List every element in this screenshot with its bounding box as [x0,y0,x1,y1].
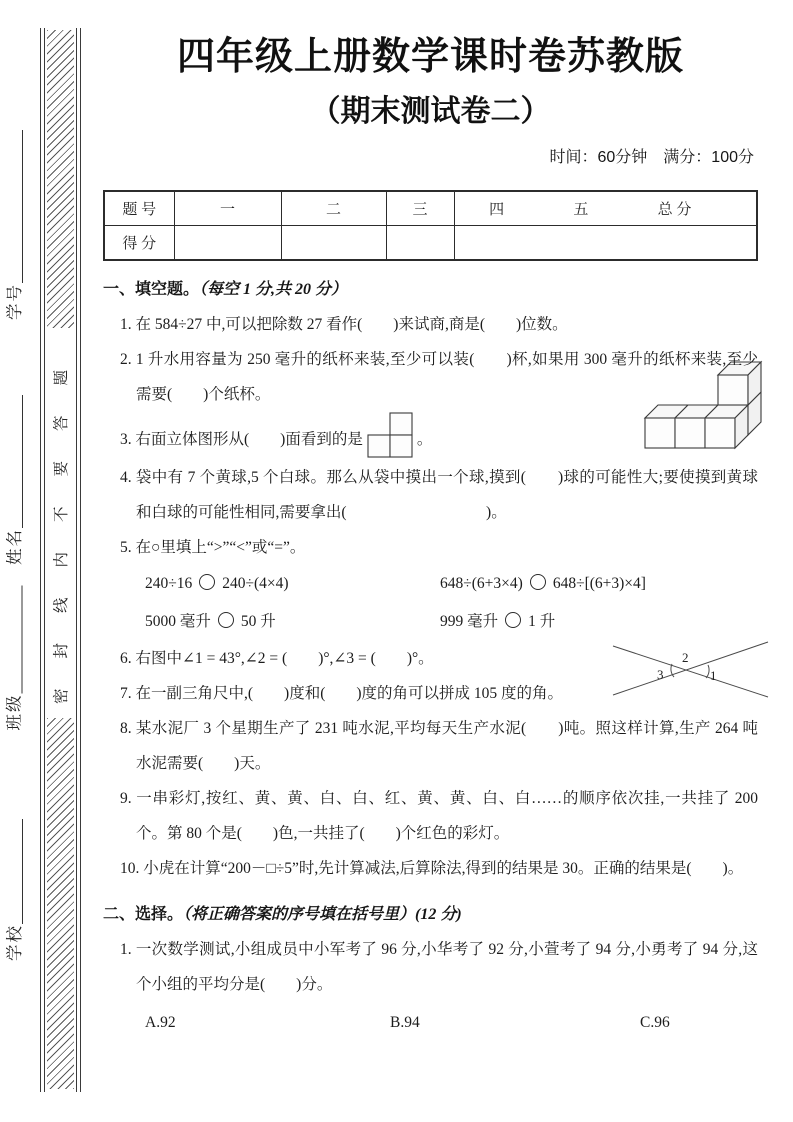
choice-question-1: 1. 一次数学测试,小组成员中小军考了 96 分,小华考了 92 分,小萱考了 94 分,小勇考了 94 分,这个小组的平均分是( )分。 [120,941,758,993]
question-8: 8. 某水泥厂 3 个星期生产了 231 吨水泥,平均每天生产水泥( )吨。照这样计算,生产 264 吨水泥需要( )天。 [120,720,758,772]
class-label: 班级 [4,693,24,731]
expression-left: 240÷16 [145,575,193,592]
question-1: 1. 在 584÷27 中,可以把除数 27 看作( )来试商,商是( )位数。 [120,316,568,333]
section-2-heading-main: 二、选择。 [103,906,184,923]
score-table-col-3: 三 [386,191,454,226]
blank-line [4,819,23,924]
question-3-period: 。 [416,431,433,448]
angle-label-1: 1 [710,668,717,683]
blank-line [4,130,23,283]
section-2-heading-note: （将正确答案的序号填在括号里）(12 分) [183,906,462,923]
score-table-header-row [104,191,757,226]
school-field [4,819,26,961]
comparison-item [440,565,758,603]
score-table-corner: 题 号 [104,191,174,226]
blank-line [4,395,23,528]
question-4: 4. 袋中有 7 个黄球,5 个白球。那么从袋中摸出一个球,摸到( )球的可能性大;要使摸到黄球和白球的可能性相同,需要拿出( )。 [120,469,758,521]
class-field [4,586,26,731]
comparison-circle [199,574,215,590]
student-name-field [4,395,26,565]
time-score-info: 时间：60分钟 满分：100分 [549,149,754,166]
projection-shape-figure [366,412,414,460]
question-2: 2. 1 升水用容量为 250 毫升的纸杯来装,至少可以装( )杯,如果用 300 毫升的纸杯来装,至少需要( )个纸杯。 [120,351,758,403]
student-name-label: 姓名 [5,528,24,565]
comparison-circle [505,612,521,628]
section-2-heading [103,898,758,932]
paper-subtitle: （期末测试卷二） [310,95,551,128]
comparison-grid [145,565,758,641]
option-a: A.92 [145,1014,176,1031]
angle-label-3: 3 [657,667,664,682]
question-3 [120,412,758,460]
question-7: 7. 在一副三角尺中,( )度和( )度的角可以拼成 105 度的角。 [120,685,564,702]
expression-left: 648÷(6+3×4) [440,575,523,592]
hatch-pattern-bottom [47,718,74,1089]
score-table [103,190,758,261]
comparison-item [145,565,440,603]
score-table-col-1: 一 [174,191,281,226]
blank-line [4,586,23,694]
comparison-circle [218,612,234,628]
hatch-pattern-top [47,30,74,328]
question-3-text: 3. 右面立体图形从( )面看到的是 [120,431,363,448]
score-cell [174,226,281,261]
section-1-heading-note: （每空 1 分,共 20 分） [199,281,348,298]
score-table-col-total: 总 分 [657,202,692,218]
score-table-col-5: 五 [573,202,589,218]
comparison-circle [530,574,546,590]
school-label: 学校 [5,924,24,961]
expression-right: 240÷(4×4) [222,575,289,592]
comparison-item [440,603,758,641]
paper-title: 四年级上册数学课时卷苏教版 [176,36,684,78]
question-10: 10. 小虎在计算“200－□÷5”时,先计算减法,后算除法,得到的结果是 30。正确的结果是( )。 [120,860,744,877]
score-cell [386,226,454,261]
option-b: B.94 [390,1014,420,1031]
score-table-merged-cols [454,191,757,226]
expression-right: 1 升 [528,613,556,630]
section-1-heading-main: 一、填空题。 [103,281,200,298]
score-table-score-row [104,226,757,261]
seal-line-text: 密封线内不要答题 [53,340,70,705]
question-5: 5. 在○里填上“>”“<”或“=”。 [120,539,306,556]
score-cell [281,226,386,261]
section-1-heading [103,273,758,307]
question-6: 6. 右图中∠1 = 43°,∠2 = ( )°,∠3 = ( )°。 [120,650,434,667]
score-cell-merged [454,226,757,261]
student-id-label: 学号 [5,283,24,320]
question-9: 9. 一串彩灯,按红、黄、黄、白、白、红、黄、黄、白、白……的顺序依次挂,一共挂了 200 个。第 80 个是( )色,一共挂了( )个红色的彩灯。 [120,790,758,842]
paper-content [103,28,758,1042]
score-table-col-4: 四 [489,202,505,218]
angle-label-2: 2 [682,650,689,665]
option-c: C.96 [640,1014,670,1031]
expression-right: 648÷[(6+3)×4] [552,575,646,592]
expression-left: 999 毫升 [440,613,499,630]
student-id-field [4,130,26,320]
choice-options-row [145,1004,758,1042]
expression-right: 50 升 [240,613,276,630]
score-table-col-2: 二 [281,191,386,226]
comparison-item [145,603,440,641]
score-row-label: 得 分 [104,226,174,261]
expression-left: 5000 毫升 [145,613,211,630]
